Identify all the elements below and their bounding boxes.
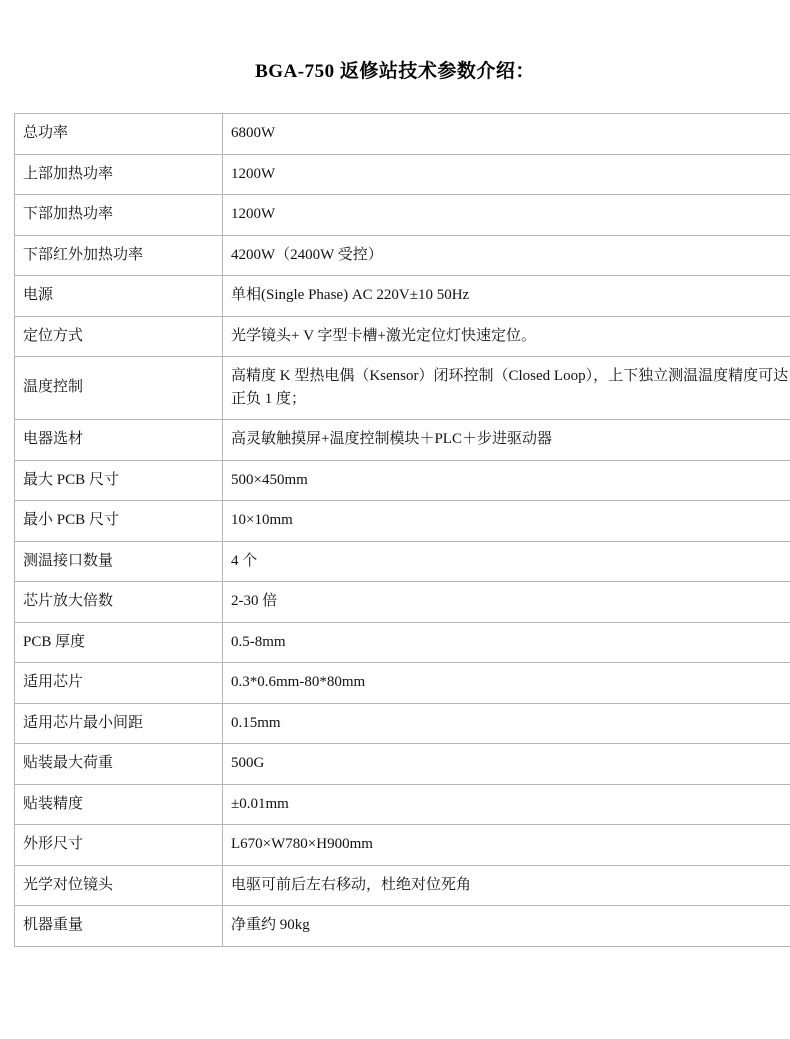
parameter-value: 高灵敏触摸屏+温度控制模块＋PLC＋步进驱动器 [223,420,790,461]
parameter-value: 高精度 K 型热电偶（Ksensor）闭环控制（Closed Loop），上下独立测温温度精度可达正负 1 度； [223,357,790,420]
parameter-value: L670×W780×H900mm [223,825,790,866]
parameter-name: 下部加热功率 [15,195,223,236]
parameter-name: 测温接口数量 [15,541,223,582]
parameter-name: 适用芯片最小间距 [15,703,223,744]
table-row [15,114,790,155]
parameter-name: 下部红外加热功率 [15,235,223,276]
specifications-table [14,113,790,947]
parameter-name: 外形尺寸 [15,825,223,866]
parameter-name: PCB 厚度 [15,622,223,663]
table-row [15,316,790,357]
parameter-value: 0.15mm [223,703,790,744]
parameter-name: 光学对位镜头 [15,865,223,906]
parameter-value: 1200W [223,154,790,195]
table-row [15,154,790,195]
parameter-value: 单相(Single Phase) AC 220V±10 50Hz [223,276,790,317]
page-title: BGA-750 返修站技术参数介绍： [14,56,776,83]
parameter-name: 总功率 [15,114,223,155]
table-row [15,906,790,947]
parameter-value: 电驱可前后左右移动，杜绝对位死角 [223,865,790,906]
table-row [15,276,790,317]
parameter-name: 电源 [15,276,223,317]
table-row [15,420,790,461]
table-row [15,235,790,276]
parameter-name: 机器重量 [15,906,223,947]
parameter-value: 1200W [223,195,790,236]
table-row [15,582,790,623]
table-row [15,744,790,785]
parameter-value: 6800W [223,114,790,155]
parameter-value: 500G [223,744,790,785]
parameter-name: 上部加热功率 [15,154,223,195]
table-row [15,195,790,236]
table-body [15,114,790,947]
parameter-name: 最大 PCB 尺寸 [15,460,223,501]
table-row [15,703,790,744]
parameter-value: 4200W（2400W 受控） [223,235,790,276]
parameter-name: 贴装最大荷重 [15,744,223,785]
parameter-name: 最小 PCB 尺寸 [15,501,223,542]
parameter-name: 定位方式 [15,316,223,357]
parameter-value: 10×10mm [223,501,790,542]
table-row [15,663,790,704]
table-row [15,622,790,663]
parameter-value: 光学镜头+ V 字型卡槽+激光定位灯快速定位。 [223,316,790,357]
table-row [15,784,790,825]
parameter-name: 芯片放大倍数 [15,582,223,623]
table-row [15,501,790,542]
parameter-name: 温度控制 [15,357,223,420]
table-row [15,825,790,866]
table-row [15,460,790,501]
table-row [15,541,790,582]
document-page [0,56,790,1039]
parameter-name: 电器选材 [15,420,223,461]
table-row [15,865,790,906]
parameter-value: 0.3*0.6mm-80*80mm [223,663,790,704]
parameter-name: 适用芯片 [15,663,223,704]
parameter-value: 2-30 倍 [223,582,790,623]
parameter-value: 500×450mm [223,460,790,501]
table-row [15,357,790,420]
parameter-value: ±0.01mm [223,784,790,825]
parameter-value: 0.5-8mm [223,622,790,663]
parameter-value: 4 个 [223,541,790,582]
parameter-name: 贴装精度 [15,784,223,825]
parameter-value: 净重约 90kg [223,906,790,947]
